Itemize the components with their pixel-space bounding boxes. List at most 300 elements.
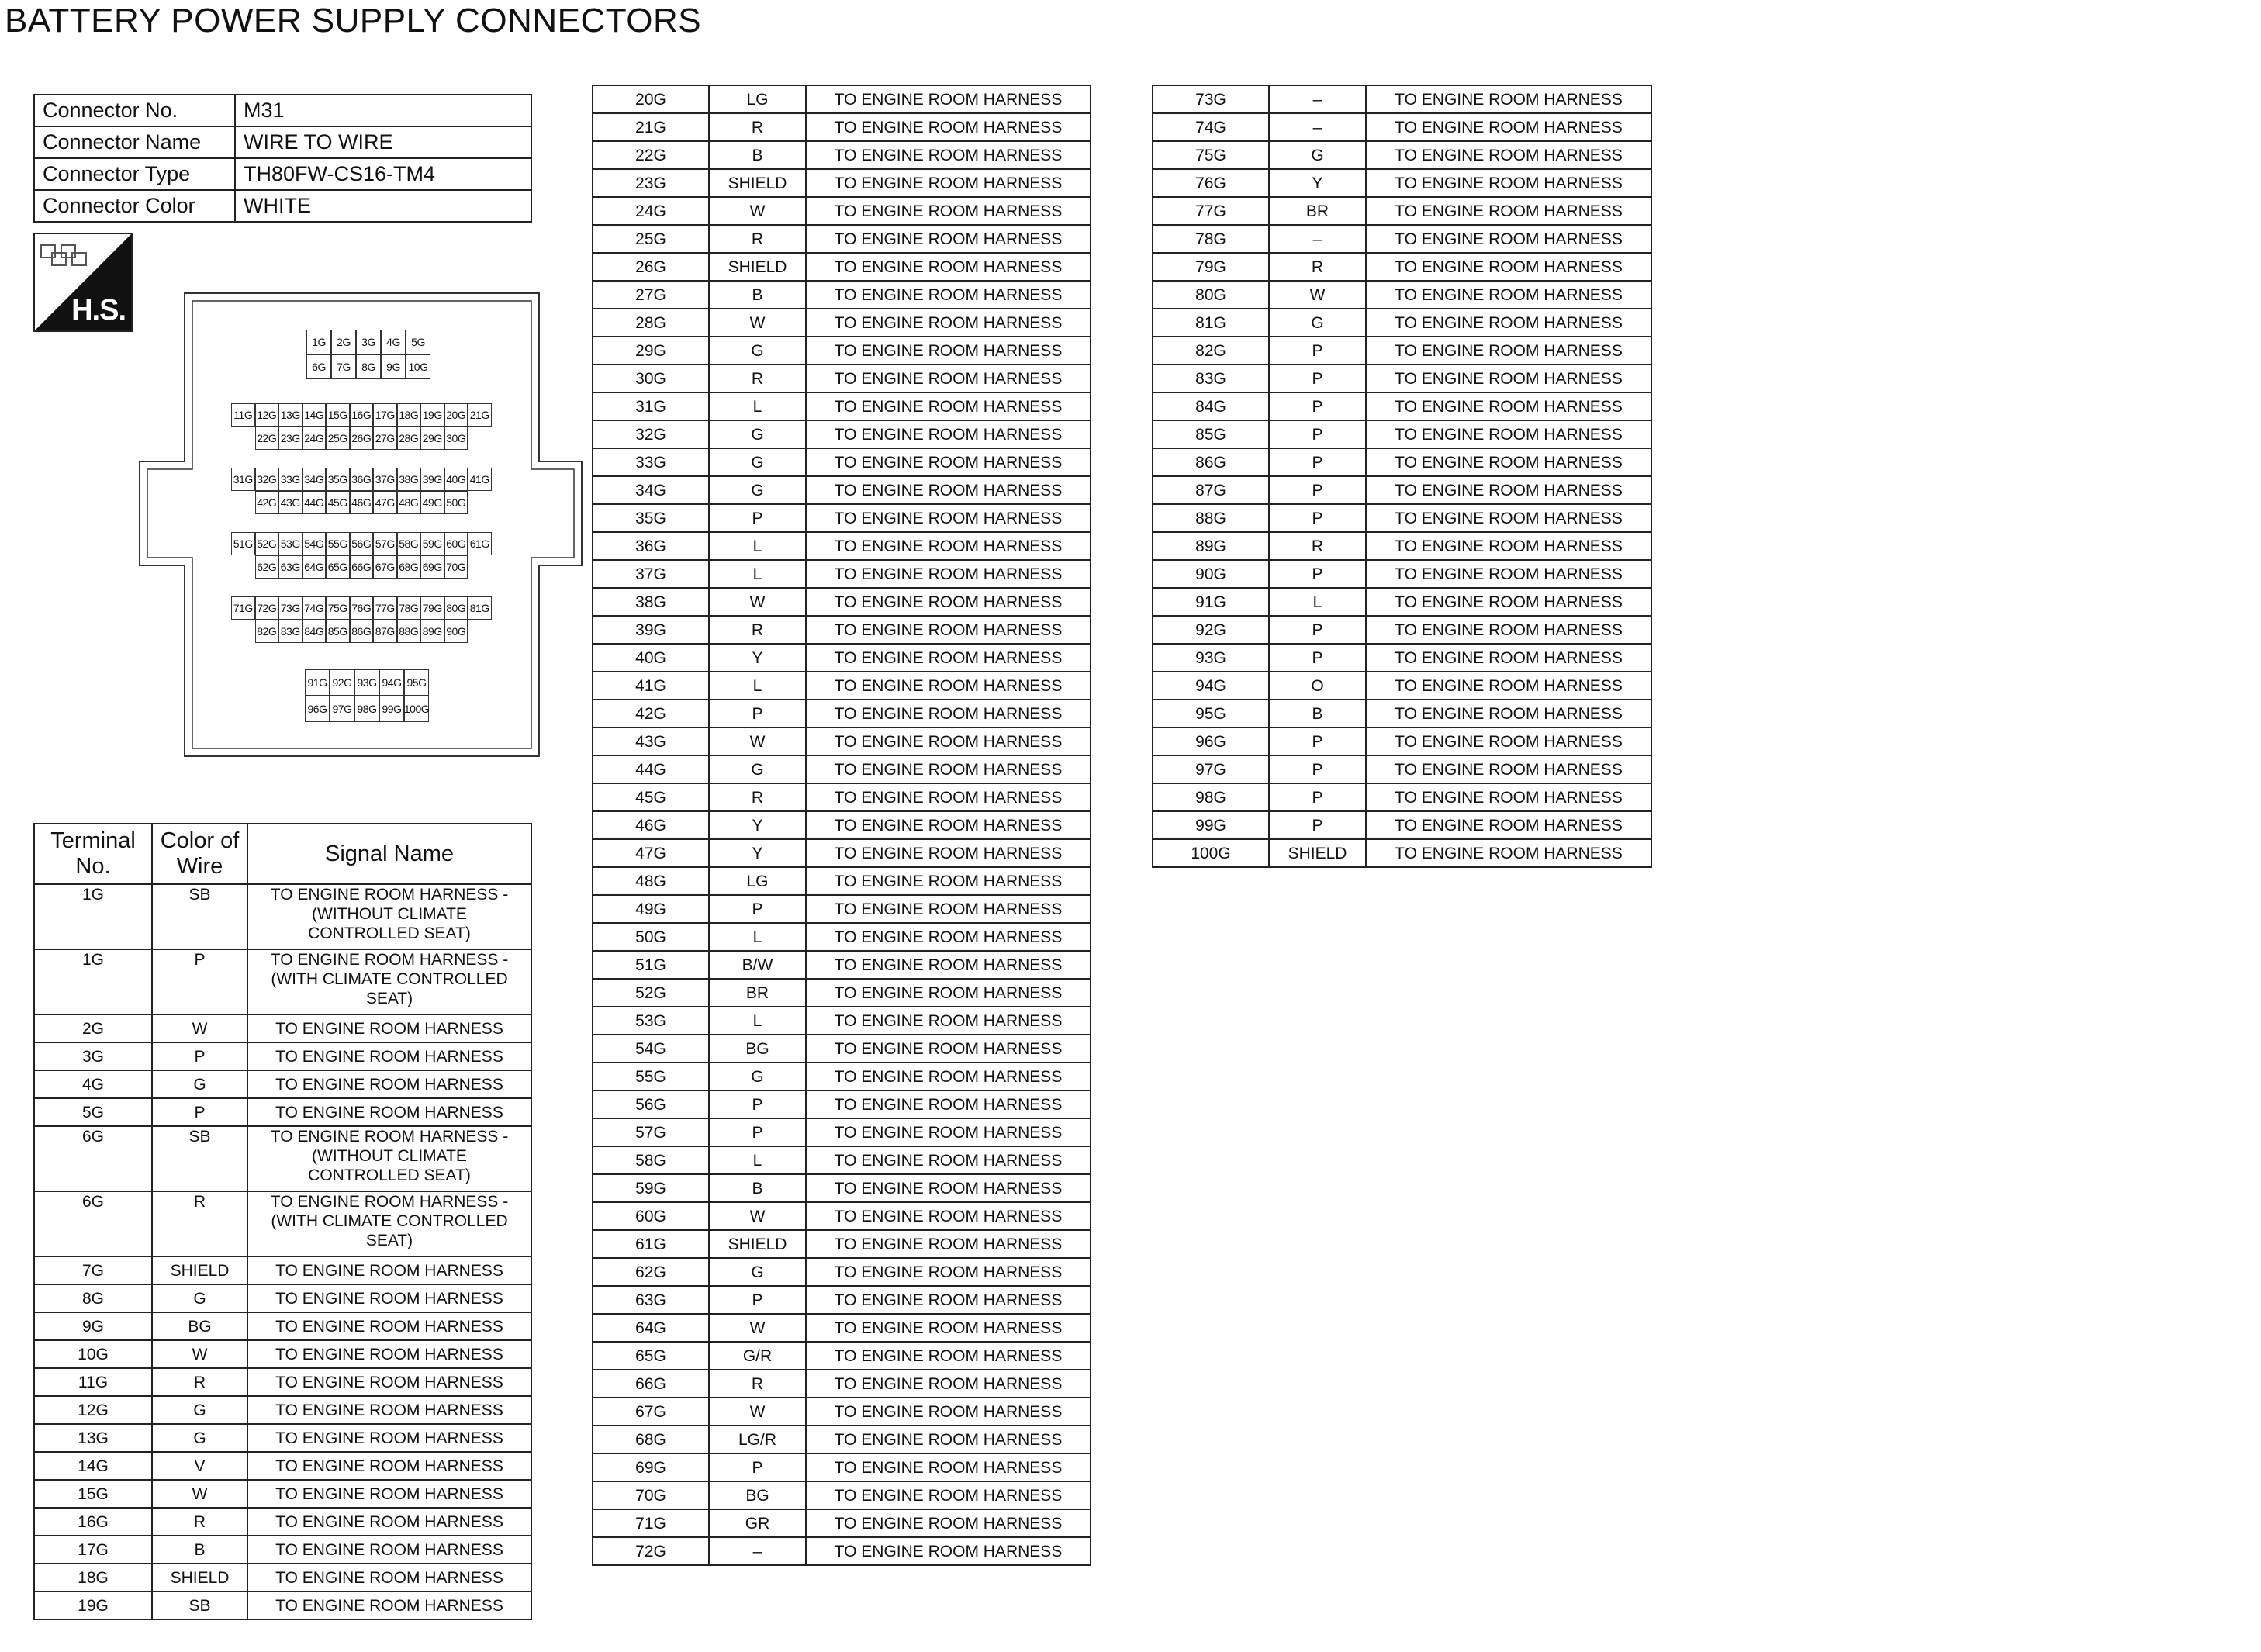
wire-color: SHIELD [709, 253, 806, 281]
terminal-cell: 5G [406, 330, 430, 354]
wire-color: G [152, 1070, 247, 1098]
terminal-no: 85G [1153, 420, 1269, 448]
signal-name: TO ENGINE ROOM HARNESS [1366, 113, 1651, 141]
terminal-no: 17G [34, 1536, 152, 1564]
wire-color: G [709, 755, 806, 783]
signal-name: TO ENGINE ROOM HARNESS [806, 1230, 1091, 1258]
signal-name: TO ENGINE ROOM HARNESS [806, 1537, 1091, 1565]
terminal-no: 4G [34, 1070, 152, 1098]
terminal-no: 42G [593, 700, 709, 728]
terminal-cell: 51G [231, 532, 255, 555]
terminal-cell: 41G [468, 468, 492, 491]
terminal-no: 41G [593, 672, 709, 700]
table-row [593, 532, 1091, 560]
signal-name: TO ENGINE ROOM HARNESS [247, 1452, 531, 1480]
wire-color: P [709, 895, 806, 923]
wire-color: P [1269, 392, 1366, 420]
terminal-cell: 32G [255, 468, 279, 491]
signal-name: TO ENGINE ROOM HARNESS [806, 253, 1091, 281]
terminal-cell: 58G [397, 532, 421, 555]
signal-name: TO ENGINE ROOM HARNESS [1366, 197, 1651, 225]
table-row [1153, 141, 1651, 169]
terminal-no: 66G [593, 1370, 709, 1398]
terminal-no: 14G [34, 1452, 152, 1480]
signal-name: TO ENGINE ROOM HARNESS [247, 1256, 531, 1284]
terminal-cell: 1G [306, 330, 331, 354]
table-row [1153, 365, 1651, 392]
terminal-no: 62G [593, 1258, 709, 1286]
table-row [593, 85, 1091, 113]
terminal-no: 37G [593, 560, 709, 588]
terminal-cell: 60G [444, 532, 468, 555]
wire-color: L [709, 560, 806, 588]
wire-color: Y [709, 644, 806, 672]
wire-color: L [709, 532, 806, 560]
terminal-cell: 6G [306, 354, 331, 379]
table-row [593, 253, 1091, 281]
table-row [1153, 309, 1651, 337]
signal-name: TO ENGINE ROOM HARNESS [806, 755, 1091, 783]
terminal-no: 45G [593, 783, 709, 811]
terminal-no: 5G [34, 1098, 152, 1126]
terminal-no: 27G [593, 281, 709, 309]
wire-color: P [1269, 755, 1366, 783]
wire-color: G [1269, 309, 1366, 337]
terminal-cell: 75G [326, 596, 350, 620]
signal-name: TO ENGINE ROOM HARNESS [806, 672, 1091, 700]
terminal-no: 22G [593, 141, 709, 169]
wire-color: P [1269, 420, 1366, 448]
table-row [34, 1191, 531, 1256]
terminal-no: 76G [1153, 169, 1269, 197]
terminal-no: 90G [1153, 560, 1269, 588]
table-row [1153, 560, 1651, 588]
signal-name: TO ENGINE ROOM HARNESS [806, 225, 1091, 253]
terminal-no: 40G [593, 644, 709, 672]
terminal-no: 81G [1153, 309, 1269, 337]
wire-color: G [152, 1396, 247, 1424]
terminal-cell: 19G [420, 403, 444, 427]
terminal-cell: 99G [379, 696, 404, 722]
wire-color: P [152, 949, 247, 1014]
wire-color: – [1269, 85, 1366, 113]
signal-name: TO ENGINE ROOM HARNESS [1366, 700, 1651, 728]
signal-name: TO ENGINE ROOM HARNESS - (WITH CLIMATE CONTROLLED SEAT) [247, 949, 531, 1014]
wire-color: G/R [709, 1342, 806, 1370]
terminal-no: 56G [593, 1090, 709, 1118]
terminal-cell: 85G [326, 620, 350, 643]
signal-name: TO ENGINE ROOM HARNESS [806, 1398, 1091, 1426]
terminal-cell: 86G [350, 620, 374, 643]
wire-color: L [709, 923, 806, 951]
terminal-no: 86G [1153, 448, 1269, 476]
terminal-no: 12G [34, 1396, 152, 1424]
terminal-cell: 65G [326, 555, 350, 579]
terminal-cell: 23G [278, 427, 303, 450]
terminal-no: 54G [593, 1035, 709, 1063]
wire-color: P [1269, 728, 1366, 755]
signal-name: TO ENGINE ROOM HARNESS [806, 1258, 1091, 1286]
table-row [593, 755, 1091, 783]
terminal-no: 67G [593, 1398, 709, 1426]
terminal-cell: 33G [278, 468, 303, 491]
signal-name: TO ENGINE ROOM HARNESS [1366, 309, 1651, 337]
terminal-no: 6G [34, 1191, 152, 1256]
signal-name: TO ENGINE ROOM HARNESS [806, 728, 1091, 755]
wire-color: P [1269, 448, 1366, 476]
terminal-no: 39G [593, 616, 709, 644]
signal-name: TO ENGINE ROOM HARNESS [806, 1509, 1091, 1537]
wire-color: P [709, 1090, 806, 1118]
terminal-cell: 54G [303, 532, 327, 555]
wire-color: L [709, 1007, 806, 1035]
signal-name: TO ENGINE ROOM HARNESS [806, 1481, 1091, 1509]
terminal-cell: 89G [420, 620, 444, 643]
table-row [593, 113, 1091, 141]
terminal-no: 100G [1153, 839, 1269, 867]
signal-name: TO ENGINE ROOM HARNESS [806, 839, 1091, 867]
signal-name: TO ENGINE ROOM HARNESS [247, 1508, 531, 1536]
wire-color: P [709, 700, 806, 728]
signal-name: TO ENGINE ROOM HARNESS [1366, 672, 1651, 700]
terminal-cell: 48G [397, 491, 421, 514]
signal-name: TO ENGINE ROOM HARNESS [1366, 644, 1651, 672]
table-header-row [34, 824, 531, 884]
wire-color: W [709, 1398, 806, 1426]
table-row [1153, 588, 1651, 616]
signal-name: TO ENGINE ROOM HARNESS [1366, 476, 1651, 504]
terminal-cell: 16G [350, 403, 374, 427]
terminal-cell: 36G [350, 468, 374, 491]
terminal-no: 44G [593, 755, 709, 783]
terminal-no: 25G [593, 225, 709, 253]
terminal-cell: 11G [231, 403, 255, 427]
header-terminal: Terminal No. [34, 824, 152, 884]
signal-name: TO ENGINE ROOM HARNESS [247, 1368, 531, 1396]
terminal-no: 2G [34, 1014, 152, 1042]
wire-color: B/W [709, 951, 806, 979]
table-row [593, 1286, 1091, 1314]
terminal-cell: 45G [326, 491, 350, 514]
terminal-cell: 92G [330, 669, 354, 696]
terminal-no: 70G [593, 1481, 709, 1509]
wire-color: Y [709, 839, 806, 867]
terminal-no: 60G [593, 1202, 709, 1230]
info-row [34, 95, 531, 126]
table-row [34, 1424, 531, 1452]
signal-name: TO ENGINE ROOM HARNESS [806, 811, 1091, 839]
terminal-no: 43G [593, 728, 709, 755]
terminal-cell: 66G [350, 555, 374, 579]
table-row [593, 1314, 1091, 1342]
table-row [34, 1312, 531, 1340]
table-row [593, 588, 1091, 616]
terminal-no: 8G [34, 1284, 152, 1312]
signal-name: TO ENGINE ROOM HARNESS [806, 560, 1091, 588]
table-row [34, 1368, 531, 1396]
signal-name: TO ENGINE ROOM HARNESS [1366, 755, 1651, 783]
terminal-cell: 88G [397, 620, 421, 643]
wire-color: G [152, 1284, 247, 1312]
table-row [1153, 337, 1651, 365]
terminal-cell: 76G [350, 596, 374, 620]
table-row [34, 1396, 531, 1424]
wire-color: P [152, 1042, 247, 1070]
signal-name: TO ENGINE ROOM HARNESS [806, 923, 1091, 951]
signal-name: TO ENGINE ROOM HARNESS [806, 644, 1091, 672]
table-row [1153, 728, 1651, 755]
signal-name: TO ENGINE ROOM HARNESS [806, 1286, 1091, 1314]
terminal-cell: 21G [468, 403, 492, 427]
wire-color: P [1269, 337, 1366, 365]
terminal-cell: 94G [379, 669, 404, 696]
terminal-cell: 63G [278, 555, 303, 579]
wire-color: R [709, 225, 806, 253]
terminal-no: 13G [34, 1424, 152, 1452]
table-row [1153, 85, 1651, 113]
wire-color: SB [152, 1126, 247, 1191]
signal-name: TO ENGINE ROOM HARNESS [806, 1370, 1091, 1398]
wire-color: P [1269, 504, 1366, 532]
table-row [593, 309, 1091, 337]
table-row [593, 365, 1091, 392]
info-label: Connector Name [34, 126, 235, 158]
wire-color: W [152, 1480, 247, 1508]
table-row [1153, 700, 1651, 728]
signal-name: TO ENGINE ROOM HARNESS [806, 420, 1091, 448]
table-row [593, 141, 1091, 169]
signal-name: TO ENGINE ROOM HARNESS [1366, 281, 1651, 309]
terminal-cell: 83G [278, 620, 303, 643]
terminal-no: 20G [593, 85, 709, 113]
table-row [34, 1536, 531, 1564]
table-row [593, 337, 1091, 365]
signal-name: TO ENGINE ROOM HARNESS [247, 1536, 531, 1564]
terminal-cell: 38G [397, 468, 421, 491]
wire-color: L [1269, 588, 1366, 616]
signal-name: TO ENGINE ROOM HARNESS [1366, 225, 1651, 253]
table-row [34, 1284, 531, 1312]
wire-color: R [709, 113, 806, 141]
terminal-cell: 81G [468, 596, 492, 620]
terminal-no: 83G [1153, 365, 1269, 392]
table-row [34, 1564, 531, 1592]
wire-color: P [1269, 783, 1366, 811]
table-row [593, 1035, 1091, 1063]
wire-color: G [709, 448, 806, 476]
terminal-no: 77G [1153, 197, 1269, 225]
table-row [593, 1342, 1091, 1370]
terminal-no: 75G [1153, 141, 1269, 169]
table-row [593, 728, 1091, 755]
table-row [1153, 448, 1651, 476]
table-row [1153, 672, 1651, 700]
signal-name: TO ENGINE ROOM HARNESS [1366, 616, 1651, 644]
terminal-no: 78G [1153, 225, 1269, 253]
table-row [1153, 532, 1651, 560]
wire-color: BG [709, 1481, 806, 1509]
terminal-no: 65G [593, 1342, 709, 1370]
table-row [593, 197, 1091, 225]
table-row [34, 1508, 531, 1536]
connector-info-table [33, 94, 532, 223]
wire-color: G [709, 1063, 806, 1090]
header-signal: Signal Name [247, 824, 531, 884]
wire-color: R [152, 1191, 247, 1256]
table-row [593, 1202, 1091, 1230]
terminal-no: 84G [1153, 392, 1269, 420]
table-row [1153, 811, 1651, 839]
terminal-no: 26G [593, 253, 709, 281]
terminal-cell: 95G [404, 669, 429, 696]
signal-name: TO ENGINE ROOM HARNESS [1366, 85, 1651, 113]
terminal-cell: 17G [373, 403, 397, 427]
terminal-cell: 90G [444, 620, 468, 643]
terminal-no: 80G [1153, 281, 1269, 309]
table-row [1153, 169, 1651, 197]
wire-color: W [709, 588, 806, 616]
terminal-cell: 10G [406, 354, 430, 379]
terminal-no: 96G [1153, 728, 1269, 755]
terminal-cell: 43G [278, 491, 303, 514]
signal-name: TO ENGINE ROOM HARNESS [806, 700, 1091, 728]
terminal-no: 93G [1153, 644, 1269, 672]
table-row [34, 1452, 531, 1480]
wire-color: G [152, 1424, 247, 1452]
terminal-no: 23G [593, 169, 709, 197]
signal-name: TO ENGINE ROOM HARNESS [806, 1453, 1091, 1481]
signal-name: TO ENGINE ROOM HARNESS [247, 1424, 531, 1452]
table-row [593, 1481, 1091, 1509]
terminal-no: 79G [1153, 253, 1269, 281]
wire-color: B [1269, 700, 1366, 728]
terminal-no: 57G [593, 1118, 709, 1146]
wire-color: P [709, 504, 806, 532]
terminal-cell: 24G [303, 427, 327, 450]
table-row [1153, 197, 1651, 225]
wire-color: W [709, 728, 806, 755]
table-row [593, 644, 1091, 672]
wire-color: L [709, 672, 806, 700]
terminal-cell: 91G [305, 669, 330, 696]
table-row [34, 1480, 531, 1508]
terminal-cell: 62G [255, 555, 279, 579]
signal-name: TO ENGINE ROOM HARNESS [806, 1118, 1091, 1146]
wire-color: Y [709, 811, 806, 839]
signal-name: TO ENGINE ROOM HARNESS [806, 197, 1091, 225]
wire-color: SHIELD [152, 1256, 247, 1284]
signal-name: TO ENGINE ROOM HARNESS [1366, 504, 1651, 532]
wire-color: – [709, 1537, 806, 1565]
terminal-cell: 98G [354, 696, 379, 722]
table-row [34, 1340, 531, 1368]
terminal-cell: 20G [444, 403, 468, 427]
terminal-no: 6G [34, 1126, 152, 1191]
terminal-no: 73G [1153, 85, 1269, 113]
terminal-no: 87G [1153, 476, 1269, 504]
terminal-cell: 71G [231, 596, 255, 620]
terminal-cell: 49G [420, 491, 444, 514]
signal-name: TO ENGINE ROOM HARNESS [806, 1007, 1091, 1035]
signal-name: TO ENGINE ROOM HARNESS [806, 616, 1091, 644]
wire-color: SHIELD [1269, 839, 1366, 867]
terminal-no: 71G [593, 1509, 709, 1537]
signal-name: TO ENGINE ROOM HARNESS [1366, 420, 1651, 448]
terminal-cell: 26G [350, 427, 374, 450]
terminal-cell: 27G [373, 427, 397, 450]
terminal-no: 99G [1153, 811, 1269, 839]
terminal-no: 15G [34, 1480, 152, 1508]
table-row [1153, 839, 1651, 867]
signal-name: TO ENGINE ROOM HARNESS [806, 1146, 1091, 1174]
signal-name: TO ENGINE ROOM HARNESS [247, 1284, 531, 1312]
signal-name: TO ENGINE ROOM HARNESS [1366, 811, 1651, 839]
terminal-no: 18G [34, 1564, 152, 1592]
hs-label: H.S. [71, 294, 126, 327]
signal-name: TO ENGINE ROOM HARNESS [1366, 365, 1651, 392]
wire-color: – [1269, 113, 1366, 141]
terminal-cell: 70G [444, 555, 468, 579]
terminal-no: 63G [593, 1286, 709, 1314]
terminal-cell: 30G [444, 427, 468, 450]
wire-color: GR [709, 1509, 806, 1537]
harness-side-badge [33, 233, 133, 332]
wire-color: P [709, 1286, 806, 1314]
wire-color: O [1269, 672, 1366, 700]
info-value: TH80FW-CS16-TM4 [235, 158, 531, 190]
terminal-no: 98G [1153, 783, 1269, 811]
table-row [593, 1090, 1091, 1118]
wire-color: L [709, 1146, 806, 1174]
terminal-cell: 96G [305, 696, 330, 722]
terminal-no: 61G [593, 1230, 709, 1258]
signal-name: TO ENGINE ROOM HARNESS [806, 504, 1091, 532]
signal-name: TO ENGINE ROOM HARNESS [806, 141, 1091, 169]
table-row [593, 1063, 1091, 1090]
terminal-no: 74G [1153, 113, 1269, 141]
table-row [34, 1042, 531, 1070]
terminal-cell: 7G [331, 354, 356, 379]
table-row [1153, 616, 1651, 644]
terminal-no: 88G [1153, 504, 1269, 532]
wire-color: BR [1269, 197, 1366, 225]
terminal-cell: 42G [255, 491, 279, 514]
wire-color: W [1269, 281, 1366, 309]
terminal-no: 29G [593, 337, 709, 365]
terminal-no: 9G [34, 1312, 152, 1340]
wire-color: LG [709, 867, 806, 895]
terminal-cell: 52G [255, 532, 279, 555]
wire-color: W [152, 1014, 247, 1042]
terminal-no: 33G [593, 448, 709, 476]
signal-name: TO ENGINE ROOM HARNESS [247, 1042, 531, 1070]
page-title: BATTERY POWER SUPPLY CONNECTORS [5, 2, 702, 40]
wire-color: R [709, 365, 806, 392]
table-row [593, 420, 1091, 448]
wire-color: SHIELD [709, 1230, 806, 1258]
terminal-cell: 74G [303, 596, 327, 620]
terminal-cell: 79G [420, 596, 444, 620]
terminal-cell: 9G [381, 354, 406, 379]
signal-name: TO ENGINE ROOM HARNESS [806, 448, 1091, 476]
table-row [593, 979, 1091, 1007]
wire-color: P [709, 1453, 806, 1481]
signal-name: TO ENGINE ROOM HARNESS [806, 588, 1091, 616]
wire-color: P [1269, 616, 1366, 644]
terminal-cell: 34G [303, 468, 327, 491]
wire-color: G [709, 1258, 806, 1286]
signal-name: TO ENGINE ROOM HARNESS [806, 783, 1091, 811]
